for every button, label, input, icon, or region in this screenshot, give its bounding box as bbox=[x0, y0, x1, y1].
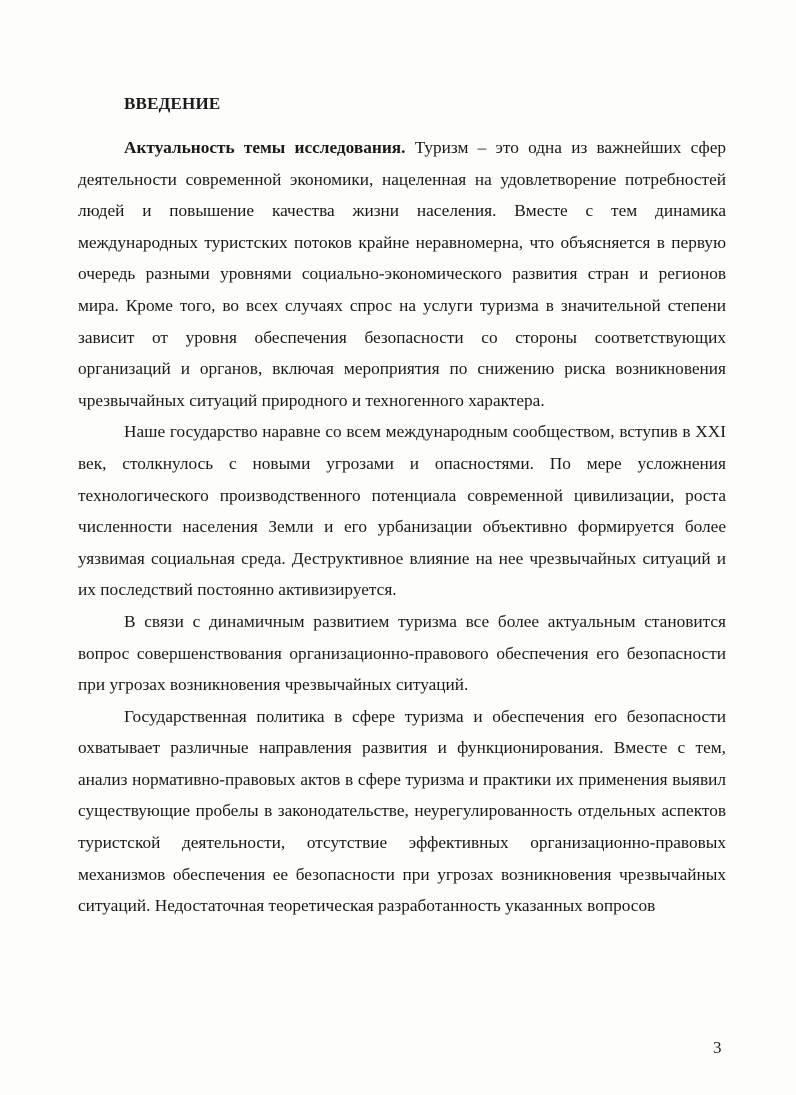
paragraph-state-policy: Государственная политика в сфере туризма и обеспечения его безопасности охватывает различные направления развития и функционирования. Вместе с тем, анализ нормативно-правовых актов в сфере туризма и практики их применения выявил существующие пробелы в законодательстве, неурегулированность отдельных аспектов туристской деятельности, отсутствие эффективных организационно-правовых механизмов обеспечения ее безопасности при угрозах возникновения чрезвычайных ситуаций. Недостаточная теоретическая разработанность указанных вопросов bbox=[78, 706, 726, 916]
section-heading: ВВЕДЕНИЕ bbox=[124, 94, 221, 113]
paragraph-threats: Наше государство наравне со всем международным сообществом, вступив в XXI век, столкнулось с новыми угрозами и опасностями. По мере усложнения технологического производственного потенциала современной цивилизации, роста численности населения Земли и его урбанизации объективно формируется более уязвимая социальная среда. Деструктивное влияние на нее чрезвычайных ситуаций и их последствий постоянно активизируется. bbox=[78, 422, 726, 600]
paragraph-tourism-development: В связи с динамичным развитием туризма все более актуальным становится вопрос совершенствования организационно-правового обеспечения его безопасности при угрозах возникновения чрезвычайных ситуаций. bbox=[78, 611, 726, 695]
page-number: 3 bbox=[713, 1038, 722, 1057]
paragraph-lead: Актуальность темы исследования. bbox=[124, 138, 406, 157]
paragraph-text: Туризм – это одна из важнейших сфер деятельности современной экономики, нацеленная на удовлетворение потребностей людей и повышение качества жизни населения. Вместе с тем динамика международных туристских потоков крайне неравномерна, что объясняется в первую очередь разными уровнями социально-экономического развития стран и регионов мира. Кроме того, во всех случаях спрос на услуги туризма в значительной степени зависит от уровня обеспечения безопасности со стороны соответствующих организаций и органов, включая мероприятия по снижению риска возникновения чрезвычайных ситуаций природного и техногенного характера. bbox=[78, 138, 727, 410]
body-text bbox=[78, 132, 726, 922]
paragraph-relevance bbox=[78, 132, 726, 416]
